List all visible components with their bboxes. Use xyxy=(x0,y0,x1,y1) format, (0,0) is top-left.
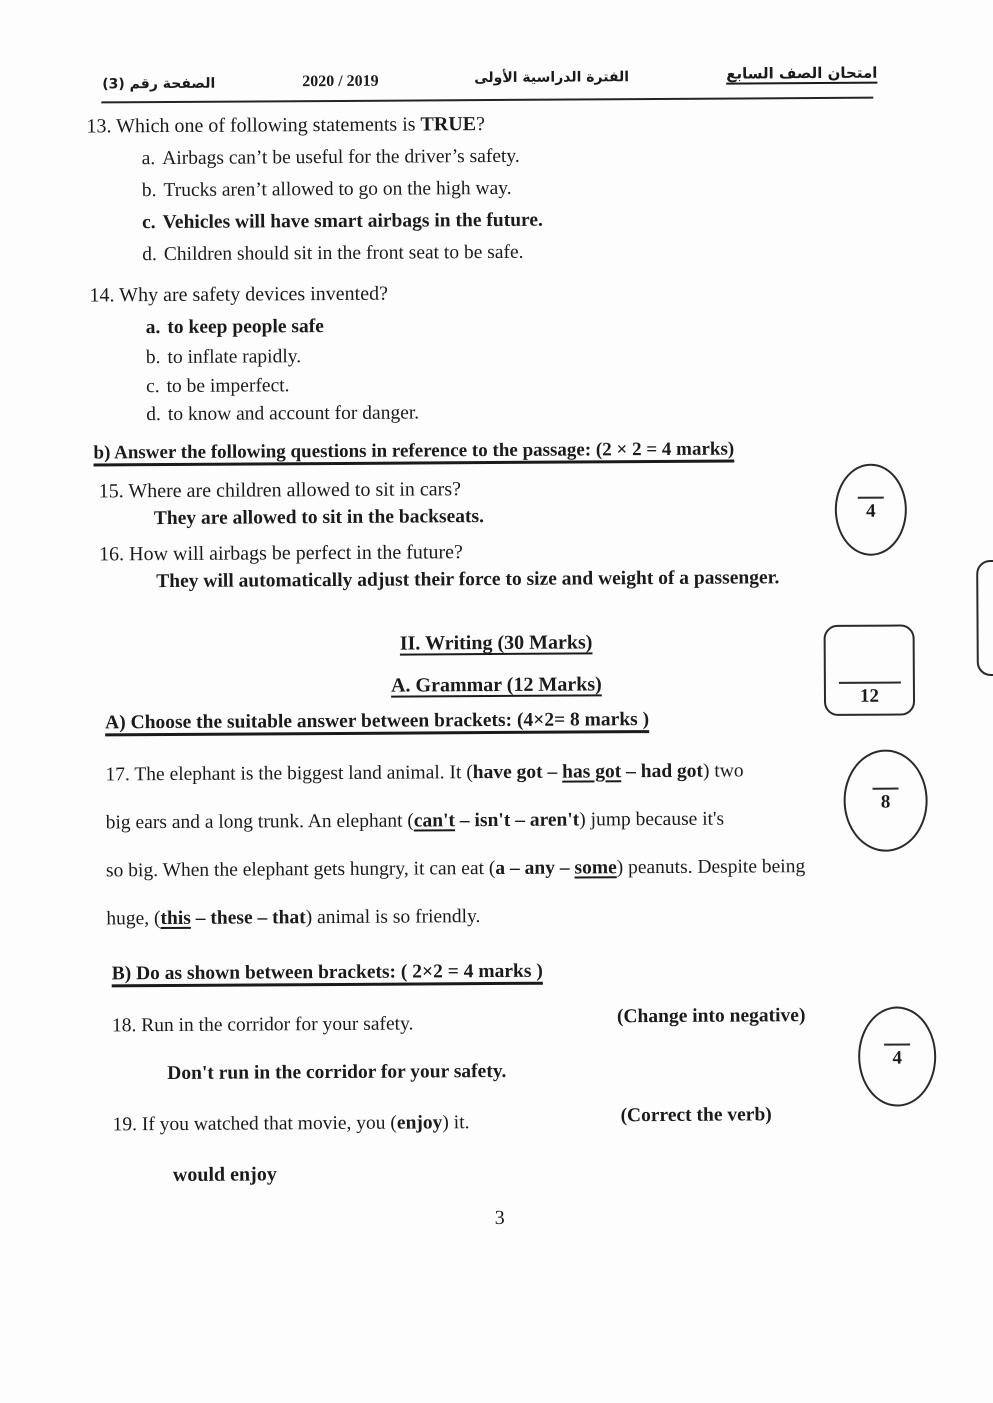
header-page-label: الصفحة رقم (3) xyxy=(102,75,216,93)
q17-choice: – these – that xyxy=(190,907,306,929)
page-number: 3 xyxy=(494,1206,505,1230)
option-letter: c. xyxy=(146,376,160,398)
q17-text: big ears and a long trunk. An elephant ( xyxy=(105,810,414,834)
option-letter: b. xyxy=(145,347,161,369)
q16-stem: 16. How will airbags be perfect in the future? xyxy=(99,541,463,566)
marks-value: 4 xyxy=(866,500,876,522)
option-letter: d. xyxy=(146,404,161,426)
q17-chosen-answer: some xyxy=(574,857,617,879)
q19-stem xyxy=(113,1112,470,1136)
marks-badge-q17 xyxy=(843,749,928,852)
q17-text: ) peanuts. Despite being xyxy=(616,856,806,879)
q13-stem-post: ? xyxy=(476,113,486,136)
option-text: to be imperfect. xyxy=(166,375,290,398)
edge-score-box xyxy=(976,560,993,676)
q19-instruction: (Correct the verb) xyxy=(620,1104,772,1127)
score-blank-line xyxy=(858,497,884,499)
grammar-title: A. Grammar (12 Marks) xyxy=(390,673,602,697)
q19-verb: enjoy xyxy=(396,1112,443,1134)
q17-text: so big. When the elephant gets hungry, it can eat ( xyxy=(105,858,496,882)
q13-option-d xyxy=(142,242,523,266)
option-text: to know and account for danger. xyxy=(167,402,420,426)
q13-option-b xyxy=(142,178,512,202)
q17-text: ) two xyxy=(702,760,744,782)
q14-option-b xyxy=(146,346,301,369)
option-text: Airbags can’t be useful for the driver’s safety. xyxy=(162,145,520,170)
q17-choice: a – any – xyxy=(495,857,575,880)
q17-line1 xyxy=(105,760,743,786)
marks-badge-reading xyxy=(835,463,908,555)
header-exam-title: امتحان الصف السابع xyxy=(726,63,878,83)
q15-stem: 15. Where are children allowed to sit in cars? xyxy=(98,478,462,503)
q14-stem: 14. Why are safety devices invented? xyxy=(89,282,388,307)
option-letter: c. xyxy=(142,212,156,234)
q18-stem: 18. Run in the corridor for your safety. xyxy=(111,1013,414,1037)
option-text: Trucks aren’t allowed to go on the high way. xyxy=(163,177,512,202)
q17-chosen-answer: has got xyxy=(562,761,622,783)
q17-text: ) jump because it's xyxy=(579,808,725,831)
q14-option-d xyxy=(146,402,419,426)
writing-title: II. Writing (30 Marks) xyxy=(399,631,593,655)
q16-answer: They will automatically adjust their force to size and weight of a passenger. xyxy=(156,567,780,593)
grammar-a-heading: A) Choose the suitable answer between brackets: (4×2= 8 marks ) xyxy=(105,709,650,734)
q17-choice: have got – xyxy=(472,761,563,784)
option-letter: d. xyxy=(142,244,157,266)
option-text: Vehicles will have smart airbags in the future. xyxy=(162,209,543,234)
q19-answer: would enjoy xyxy=(172,1163,277,1186)
q17-line4 xyxy=(106,906,480,930)
option-text: Children should sit in the front seat to be safe. xyxy=(163,241,524,266)
q17-chosen-answer: can't xyxy=(413,810,456,832)
q17-chosen-answer: this xyxy=(160,907,191,930)
option-letter: a. xyxy=(141,148,156,170)
q17-line2 xyxy=(106,809,725,835)
score-blank-line xyxy=(838,682,900,684)
q15-answer: They are allowed to sit in the backseats. xyxy=(153,506,484,530)
q13-option-c xyxy=(142,210,543,234)
header-rule xyxy=(101,97,873,104)
marks-badge-grammar xyxy=(824,624,916,716)
option-letter: b. xyxy=(141,180,157,202)
q14-option-a xyxy=(146,316,324,339)
header-term: الفترة الدراسية الأولى xyxy=(474,69,630,87)
q19-text-pre: 19. If you watched that movie, you ( xyxy=(112,1112,397,1136)
score-blank-line xyxy=(873,788,899,790)
option-text: to inflate rapidly. xyxy=(167,346,302,369)
q13-stem-bold: TRUE xyxy=(420,113,477,136)
q18-answer: Don't run in the corridor for your safety. xyxy=(167,1060,507,1085)
q17-line3 xyxy=(106,856,805,882)
q13-stem-pre: 13. Which one of following statements is xyxy=(86,113,421,138)
marks-badge-transform xyxy=(858,1006,937,1106)
q17-choice: – had got xyxy=(621,760,704,783)
q13-stem xyxy=(86,113,485,138)
option-letter: a. xyxy=(145,317,161,339)
q19-text-post: ) it. xyxy=(442,1112,470,1134)
q17-text: huge, ( xyxy=(106,908,161,930)
grammar-b-heading: B) Do as shown between brackets: ( 2×2 = 4 marks ) xyxy=(111,960,543,985)
q14-option-c xyxy=(146,375,290,398)
q13-option-a xyxy=(142,146,520,170)
marks-value: 12 xyxy=(859,685,880,707)
option-text: to keep people safe xyxy=(167,316,324,339)
header-year: 2020 / 2019 xyxy=(302,72,379,91)
score-blank-line xyxy=(884,1043,910,1045)
reading-b-heading: b) Answer the following questions in reference to the passage: (2 × 2 = 4 marks) xyxy=(93,438,735,464)
q18-instruction: (Change into negative) xyxy=(616,1005,806,1028)
marks-value: 4 xyxy=(892,1047,902,1069)
q17-choice: – isn't – aren't xyxy=(454,809,580,832)
marks-value: 8 xyxy=(880,791,891,813)
q17-text: 17. The elephant is the biggest land animal. It ( xyxy=(105,762,473,786)
q17-text: ) animal is so friendly. xyxy=(305,906,481,929)
